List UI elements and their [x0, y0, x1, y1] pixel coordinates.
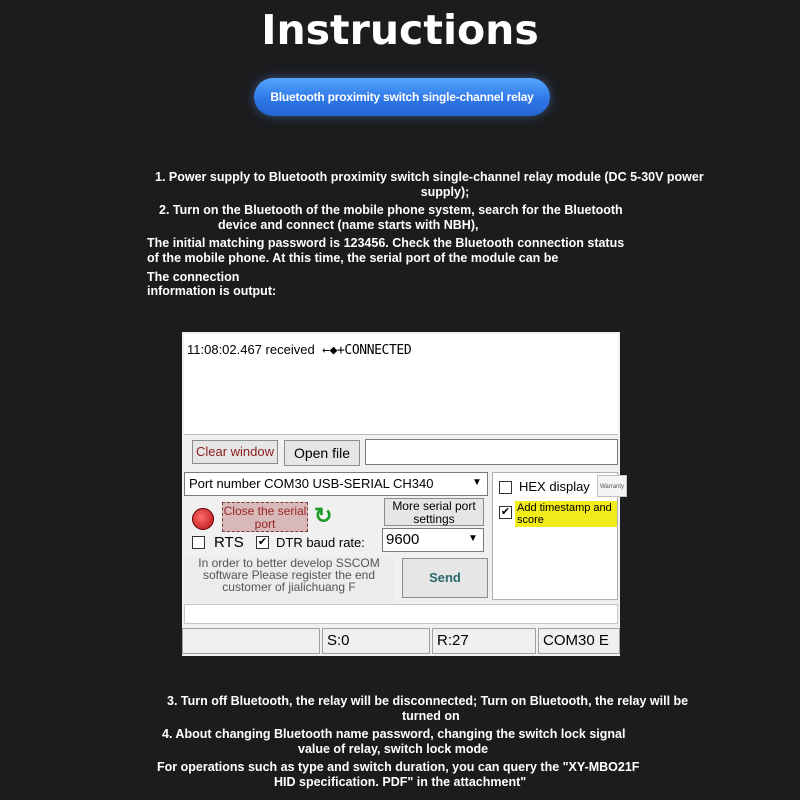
baud-rate-select[interactable] [382, 528, 484, 552]
step-2-line-3: The initial matching password is 123456. Check the Bluetooth connection status [147, 236, 625, 250]
port-number-select[interactable] [184, 472, 488, 496]
close-port-button[interactable]: Close the serial port [223, 504, 307, 531]
step-2-line-6: information is output: [147, 284, 277, 298]
open-file-button[interactable]: Open file [284, 440, 360, 466]
step-5-line-1: For operations such as type and switch duration, you can query the "XY-MBO21F [157, 760, 640, 774]
step-2-line-2: device and connect (name starts with NBH), [218, 218, 479, 232]
step-2-line-4: of the mobile phone. At this time, the serial port of the module can be [147, 251, 559, 265]
receive-area[interactable] [184, 334, 618, 435]
add-timestamp-label: Add timestamp and score [515, 501, 617, 527]
rts-checkbox[interactable] [192, 536, 205, 549]
serial-terminal-window [182, 332, 625, 656]
baud-rate-value: 9600 [386, 531, 420, 548]
refresh-icon[interactable]: ↻ [314, 503, 333, 528]
dtr-checkbox[interactable]: ✔ [257, 536, 268, 548]
hex-display-label: HEX display [519, 479, 590, 494]
step-4-line-1: 4. About changing Bluetooth name password, changing the switch lock signal [162, 727, 626, 741]
step-3-line-1: 3. Turn off Bluetooth, the relay will be disconnected; Turn on Bluetooth, the relay will be [167, 694, 689, 708]
received-glyphs: ←◆+ [322, 343, 345, 358]
step-4-line-2: value of relay, switch lock mode [298, 742, 489, 756]
rts-label: RTS [214, 534, 244, 551]
more-settings-button[interactable]: More serial port settings [384, 498, 484, 526]
chevron-down-icon: ▼ [472, 477, 482, 488]
port-status-icon [192, 508, 214, 530]
status-cell-blank [182, 628, 320, 654]
step-5-line-2: HID specification. PDF" in the attachment" [274, 775, 527, 789]
send-button[interactable]: Send [402, 558, 488, 598]
chevron-down-icon: ▼ [468, 533, 478, 544]
page-title: Instructions [261, 6, 539, 54]
step-2-line-5: The connection [147, 270, 240, 284]
add-timestamp-checkbox[interactable]: ✔ [500, 506, 511, 518]
clear-window-button[interactable]: Clear window [192, 440, 278, 464]
step-2-line-1: 2. Turn on the Bluetooth of the mobile phone system, search for the Bluetooth [159, 203, 623, 217]
step-3-line-2: turned on [402, 709, 460, 723]
step-1-line-2: supply); [420, 185, 470, 199]
register-notice: In order to better develop SSCOM software Please register the end customer of jialichuang F [184, 557, 394, 603]
received-text: CONNECTED [344, 343, 412, 358]
display-options-panel [492, 472, 625, 600]
send-input[interactable] [184, 604, 618, 624]
status-received-count: R:27 [432, 628, 536, 654]
status-sent-count: S:0 [322, 628, 430, 654]
warranty-badge: Warranty [597, 475, 627, 497]
file-path-input[interactable] [365, 439, 618, 465]
step-1-line-1: 1. Power supply to Bluetooth proximity switch single-channel relay module (DC 5-30V power [155, 170, 704, 184]
hex-display-checkbox[interactable] [499, 481, 512, 494]
port-number-value: Port number COM30 USB-SERIAL CH340 [189, 476, 434, 491]
received-line [187, 342, 411, 358]
status-port: COM30 E [538, 628, 620, 654]
received-timestamp: 11:08:02.467 received [187, 342, 315, 357]
product-pill-label: Bluetooth proximity switch single-channel relay [254, 78, 550, 116]
dtr-baud-label: DTR baud rate: [276, 535, 365, 550]
